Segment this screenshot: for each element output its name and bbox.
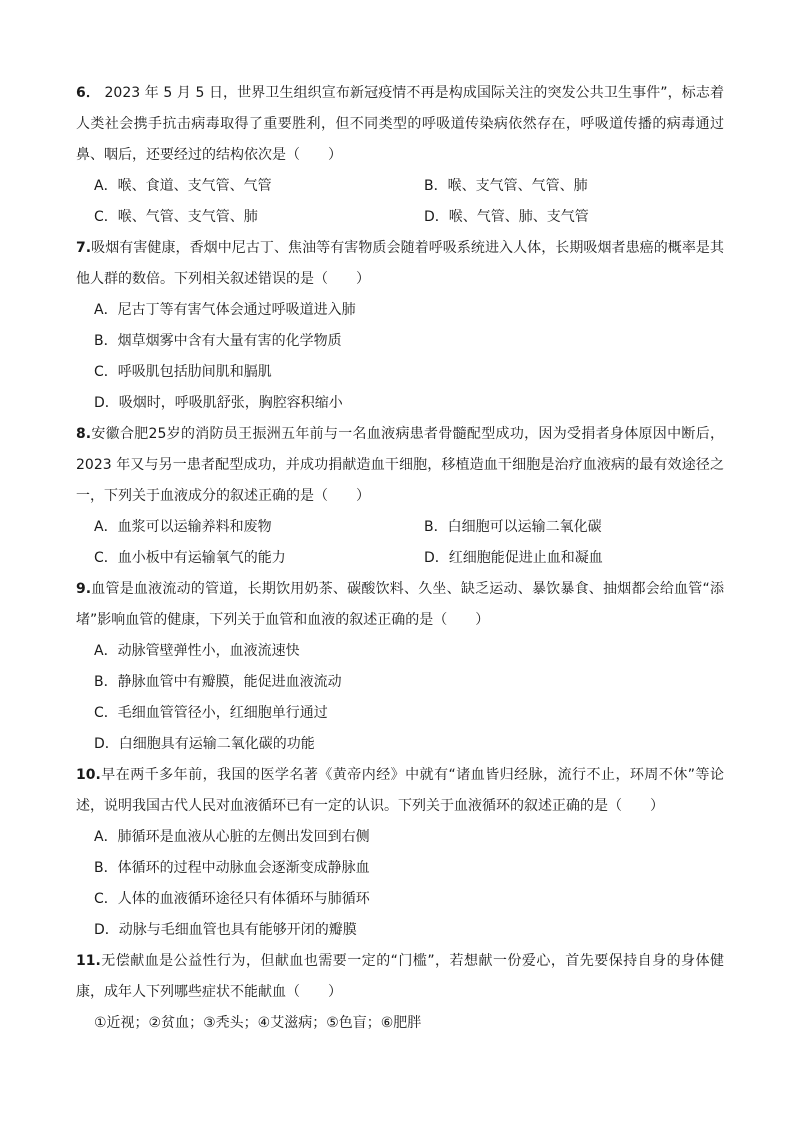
option-c: C．呼吸肌包括肋间肌和膈肌 [94, 364, 272, 380]
question-number: 11. [76, 953, 101, 969]
question-stem [76, 946, 724, 1008]
option-b: B．白细胞可以运输二氧化碳 [424, 519, 602, 535]
option-a: A．尼古丁等有害气体会通过呼吸道进入肺 [94, 302, 356, 318]
option-d: D．动脉与毛细血管也具有能够开闭的瓣膜 [94, 922, 357, 938]
option-c: C．毛细血管管径小，红细胞单行通过 [94, 705, 328, 721]
options [76, 295, 724, 419]
question-stem [76, 574, 724, 636]
question-text: 吸烟有害健康，香烟中尼古丁、焦油等有害物质会随着呼吸系统进入人体，长期吸烟者患癌的概率是其他人群的数倍。下列相关叙述错误的是（ ） [76, 240, 724, 287]
option-d: D．红细胞能促进止血和凝血 [424, 550, 603, 566]
option-d: D．白细胞具有运输二氧化碳的功能 [94, 736, 315, 752]
exam-page [76, 78, 724, 1039]
question-8 [76, 419, 724, 574]
option-b: B．体循环的过程中动脉血会逐渐变成静脉血 [94, 860, 370, 876]
options [76, 822, 724, 946]
option-b: B．烟草烟雾中含有大量有害的化学物质 [94, 333, 342, 349]
option-a: A．喉、食道、支气管、气管 [94, 178, 272, 194]
option-c: C．人体的血液循环途径只有体循环与肺循环 [94, 891, 370, 907]
question-number: 7. [76, 240, 92, 256]
question-text: 无偿献血是公益性行为，但献血也需要一定的“门槛”，若想献一份爱心，首先要保持自身的身体健康，成年人下列哪些症状不能献血（ ） [76, 953, 724, 1000]
question-7 [76, 233, 724, 419]
question-stem [76, 78, 724, 171]
option-a: A．血浆可以运输养料和废物 [94, 519, 272, 535]
question-text: 2023 年 5 月 5 日，世界卫生组织宣布新冠疫情不再是构成国际关注的突发公共卫生事件”，标志着人类社会携手抗击病毒取得了重要胜利，但不同类型的呼吸道传染病依然存在，呼吸道传播的病毒通过鼻、咽后，还要经过的结构依次是（ ） [76, 85, 724, 163]
option-d: D．吸烟时，呼吸肌舒张，胸腔容积缩小 [94, 395, 343, 411]
question-number: 9. [76, 581, 92, 597]
question-number: 6． [76, 85, 100, 101]
question-6 [76, 78, 724, 233]
options [76, 636, 724, 760]
question-stem [76, 233, 724, 295]
question-text: 早在两千多年前，我国的医学名著《黄帝内经》中就有“诸血皆归经脉，流行不止，环周不休”等论述，说明我国古代人民对血液循环已有一定的认识。下列关于血液循环的叙述正确的是（ ） [76, 767, 724, 814]
options [76, 171, 724, 233]
option-c: C．血小板中有运输氧气的能力 [94, 550, 286, 566]
option-b: B．喉、支气管、气管、肺 [424, 178, 588, 194]
option-b: B．静脉血管中有瓣膜，能促进血液流动 [94, 674, 342, 690]
question-stem [76, 419, 724, 512]
question-10 [76, 760, 724, 946]
question-text: 血管是血液流动的管道，长期饮用奶茶、碳酸饮料、久坐、缺乏运动、暴饮暴食、抽烟都会给血管“添堵”影响血管的健康，下列关于血管和血液的叙述正确的是（ ） [76, 581, 724, 628]
question-text: 安徽合肥25岁的消防员王振洲五年前与一名血液病患者骨髓配型成功，因为受捐者身体原因中断后，2023 年又与另一患者配型成功，并成功捐献造血干细胞，移植造血干细胞是治疗血液病的最有效途径之一，下列关于血液成分的叙述正确的是（ ） [76, 426, 724, 504]
question-stem [76, 760, 724, 822]
options [76, 512, 724, 574]
option-c: C．喉、气管、支气管、肺 [94, 209, 258, 225]
question-number: 8. [76, 426, 92, 442]
question-11 [76, 946, 724, 1039]
question-number: 10. [76, 767, 101, 783]
question-9 [76, 574, 724, 760]
option-a: A．动脉管壁弹性小，血液流速快 [94, 643, 300, 659]
option-d: D．喉、气管、肺、支气管 [424, 209, 589, 225]
symptom-choices: ①近视；②贫血；③秃头；④艾滋病；⑤色盲；⑥肥胖 [94, 1015, 422, 1031]
option-a: A．肺循环是血液从心脏的左侧出发回到右侧 [94, 829, 370, 845]
